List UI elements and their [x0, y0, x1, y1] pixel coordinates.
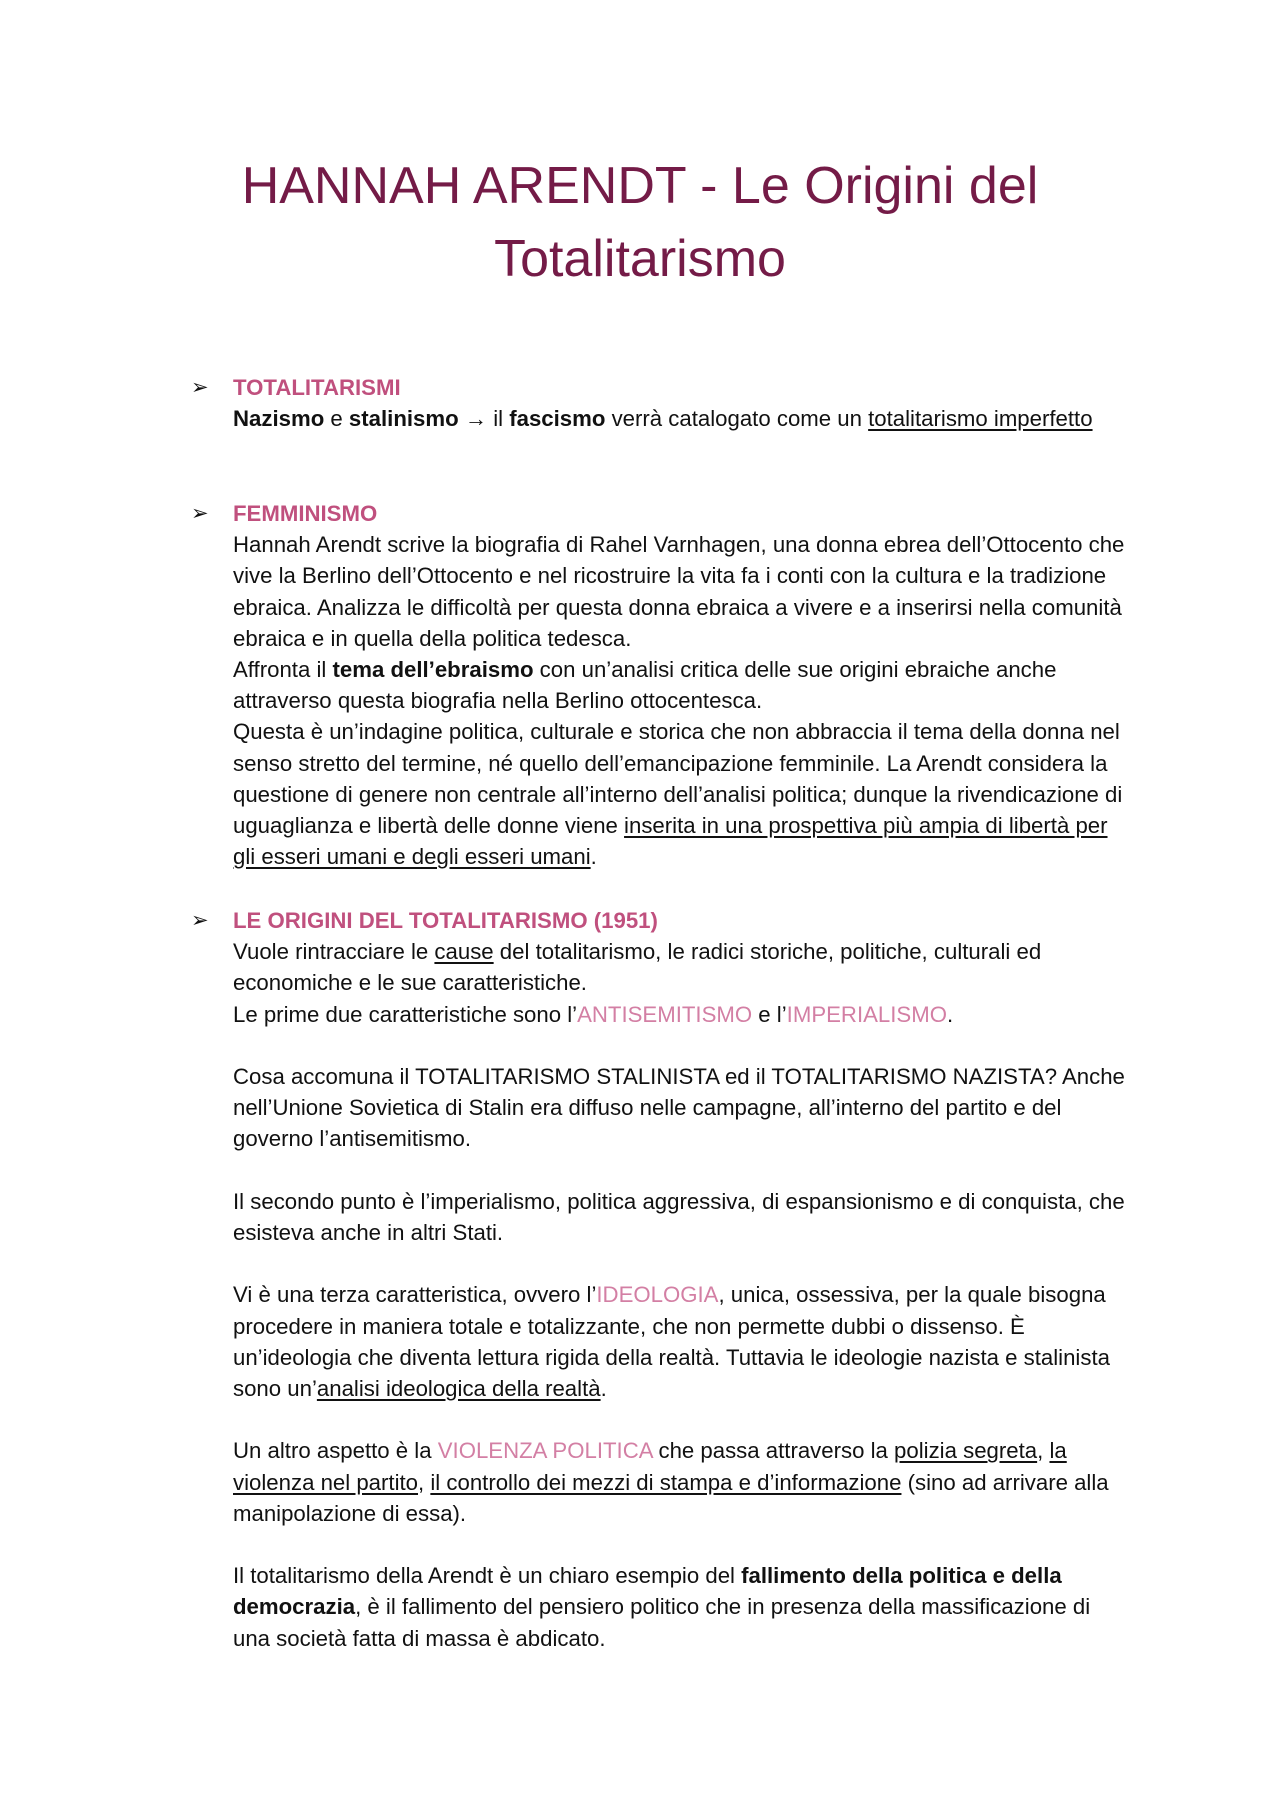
section-paragraph: Questa è un’indagine politica, culturale e storica che non abbraccia il tema della donna nel senso stretto del termine, né quello dell’emancipazione femminile. La Arendt considera la questione di genere non centrale all’interno dell’analisi politica; dunque la rivendicazione di uguaglianza e libertà delle donne viene inserita in una prospettiva più ampia di libertà per gli esseri umani e degli esseri umani. [233, 719, 1123, 870]
section-paragraph: Vi è una terza caratteristica, ovvero l’IDEOLOGIA, unica, ossessiva, per la quale bisogna procedere in maniera totale e totalizzante, che non permette dubbi o dissenso. È un’ideologia che diventa lettura rigida della realtà. Tuttavia le ideologie nazista e stalinista sono un’analisi ideologica della realtà. [233, 1282, 1110, 1401]
section-paragraph: Il secondo punto è l’imperialismo, politica aggressiva, di espansionismo e di conquista, che esisteva anche in altri Stati. [233, 1188, 1125, 1245]
section-femminismo [191, 498, 1131, 872]
section-paragraph: Le prime due caratteristiche sono l’ANTISEMITISMO e l’IMPERIALISMO. [233, 1001, 954, 1027]
section-heading: TOTALITARISMI [233, 375, 401, 400]
section-paragraph: Nazismo e stalinismo → il fascismo verrà catalogato come un totalitarismo imperfetto [233, 406, 1093, 432]
section-heading: LE ORIGINI DEL TOTALITARISMO (1951) [233, 908, 658, 933]
title-line-2: Totalitarismo [494, 230, 786, 288]
section-paragraph: Affronta il tema dell’ebraismo con un’analisi critica delle sue origini ebraiche anche attraverso questa biografia nella Berlino ottocentesca. [233, 657, 1057, 714]
section-paragraph: Vuole rintracciare le cause del totalitarismo, le radici storiche, politiche, culturali ed economiche e le sue caratteristiche. [233, 939, 1042, 996]
section-origini-totalitarismo [191, 905, 1131, 1654]
section-totalitarismi [191, 372, 1131, 434]
section-paragraph: Un altro aspetto è la VIOLENZA POLITICA che passa attraverso la polizia segreta, la violenza nel partito, il controllo dei mezzi di stampa e d’informazione (sino ad arrivare alla manipolazione di essa). [233, 1438, 1109, 1526]
section-heading: FEMMINISMO [233, 501, 378, 526]
arrow-bullet-icon: ➢ [191, 502, 209, 525]
arrow-bullet-icon: ➢ [191, 909, 209, 932]
arrow-bullet-icon: ➢ [191, 376, 209, 399]
title-line-1: HANNAH ARENDT - Le Origini del [241, 157, 1039, 215]
section-paragraph: Il totalitarismo della Arendt è un chiaro esempio del fallimento della politica e della democrazia, è il fallimento del pensiero politico che in presenza della massificazione di una società fatta di massa è abdicato. [233, 1563, 1091, 1651]
page-title [0, 150, 1280, 296]
section-paragraph: Hannah Arendt scrive la biografia di Rahel Varnhagen, una donna ebrea dell’Ottocento che vive la Berlino dell’Ottocento e nel ricostruire la vita fa i conti con la cultura e la tradizione ebraica. Analizza le difficoltà per questa donna ebraica a vivere e a inserirsi nella comunità ebraica e in quella della politica tedesca. [233, 532, 1125, 651]
section-paragraph: Cosa accomuna il TOTALITARISMO STALINISTA ed il TOTALITARISMO NAZISTA? Anche nell’Unione Sovietica di Stalin era diffuso nelle campagne, all’interno del partito e del governo l’antisemitismo. [233, 1064, 1125, 1152]
